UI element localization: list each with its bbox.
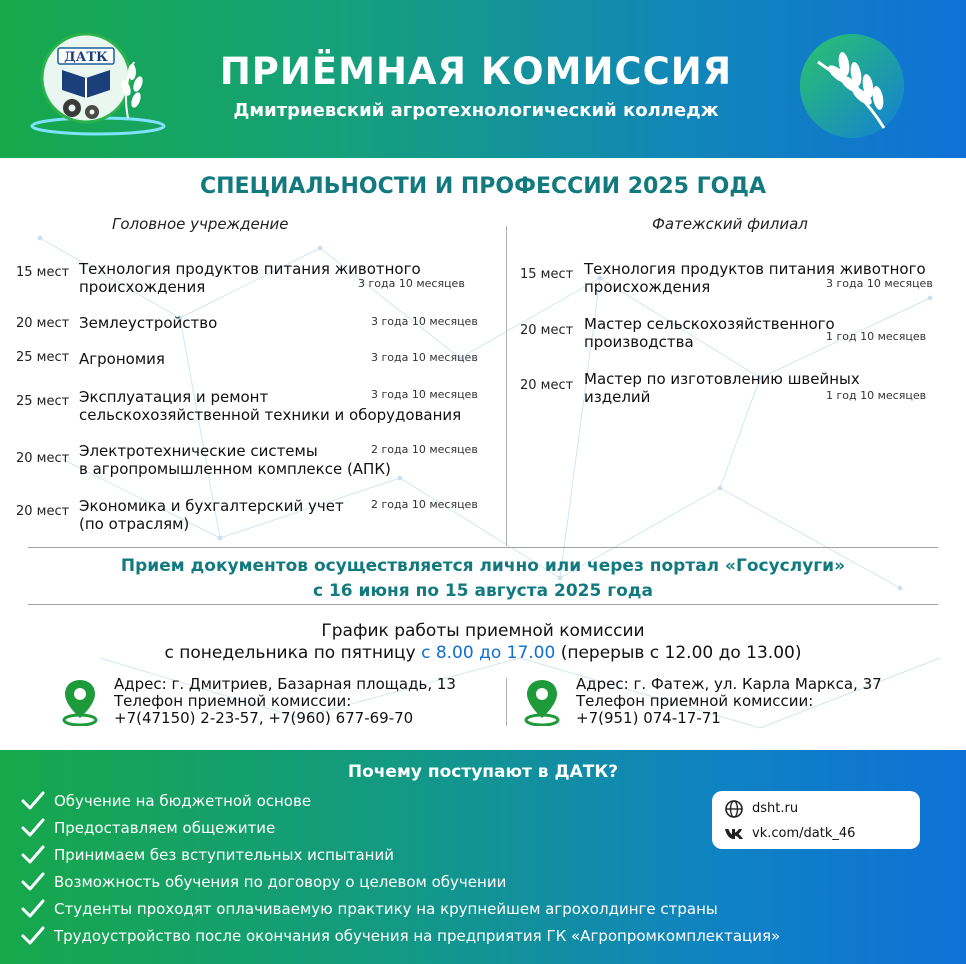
study-duration: 2 года 10 месяцев [371, 498, 478, 511]
places-count: 20 мест [520, 323, 574, 338]
column-divider [506, 226, 507, 546]
vk-link[interactable]: vk.com/datk_46 [724, 824, 914, 844]
study-duration: 1 год 10 месяцев [826, 330, 927, 343]
location-pin-icon [524, 678, 560, 726]
location-pin-icon [62, 678, 98, 726]
check-icon [20, 790, 46, 812]
vk-icon [724, 824, 744, 844]
page-title: ПРИЁМНАЯ КОМИССИЯ [219, 50, 733, 93]
documents-notice: Прием документов осуществляется лично или через портал «Госуслуги» с 16 июня по 15 августа 2025 года [120, 556, 846, 601]
check-icon [20, 871, 46, 893]
places-count: 20 мест [520, 378, 574, 393]
specialty-name: Мастер сельскохозяйственного производства [584, 315, 835, 351]
places-count: 15 мест [520, 267, 574, 282]
globe-icon [724, 799, 744, 819]
study-duration: 3 года 10 месяцев [358, 277, 465, 290]
left-column-heading: Головное учреждение [112, 215, 289, 233]
logo-text: ДАТК [64, 50, 108, 65]
contact-branch [576, 676, 882, 727]
address: Адрес: г. Фатеж, ул. Карла Маркса, 37 [576, 675, 882, 693]
specialty-name: Технология продуктов питания животного происхождения [584, 260, 926, 296]
specialty-name: Землеустройство [79, 314, 218, 332]
study-duration: 3 года 10 месяцев [371, 388, 478, 401]
specialty-name: Агрономия [79, 350, 165, 368]
places-count: 25 мест [16, 350, 70, 365]
address: Адрес: г. Дмитриев, Базарная площадь, 13 [114, 675, 456, 693]
contact-divider [506, 678, 507, 726]
right-column-heading: Фатежский филиал [652, 215, 808, 233]
study-duration: 2 года 10 месяцев [371, 443, 478, 456]
divider-line [28, 604, 938, 605]
check-icon [20, 898, 46, 920]
check-icon [20, 817, 46, 839]
places-count: 20 мест [16, 451, 70, 466]
page-subtitle: Дмитриевский агротехнологический колледж [233, 100, 719, 121]
why-title: Почему поступают в ДАТК? [347, 762, 619, 782]
section-title: СПЕЦИАЛЬНОСТИ И ПРОФЕССИИ 2025 ГОДА [200, 174, 766, 199]
links-card [712, 791, 920, 849]
phone-numbers[interactable]: +7(47150) 2-23-57, +7(960) 677-69-70 [114, 709, 414, 727]
specialty-name: Электротехнические системы в агропромышленном комплексе (АПК) [79, 442, 391, 478]
specialty-name: Экономика и бухгалтерский учет (по отраслям) [79, 497, 344, 533]
check-icon [20, 844, 46, 866]
schedule-hours: с понедельника по пятницу с 8.00 до 17.00 (перерыв с 12.00 до 13.00) [164, 643, 802, 663]
study-duration: 3 года 10 месяцев [826, 277, 933, 290]
study-duration: 3 года 10 месяцев [371, 351, 478, 364]
website-link[interactable]: dsht.ru [724, 799, 914, 819]
study-duration: 3 года 10 месяцев [371, 315, 478, 328]
schedule-block [0, 620, 966, 664]
schedule-title: График работы приемной комиссии [321, 621, 645, 641]
contact-main [114, 676, 456, 727]
places-count: 20 мест [16, 316, 70, 331]
specialty-name: Мастер по изготовлению швейных изделий [584, 370, 860, 406]
wheat-emblem-icon [798, 32, 906, 140]
phone-numbers[interactable]: +7(951) 074-17-71 [576, 709, 721, 727]
college-logo [28, 28, 168, 138]
phone-label: Телефон приемной комиссии: [576, 692, 814, 710]
phone-label: Телефон приемной комиссии: [114, 692, 352, 710]
specialty-name: Эксплуатация и ремонт сельскохозяйственной техники и оборудования [79, 388, 462, 424]
check-icon [20, 925, 46, 947]
divider-line [28, 547, 938, 548]
places-count: 20 мест [16, 504, 70, 519]
places-count: 25 мест [16, 394, 70, 409]
specialty-name: Технология продуктов питания животного происхождения [79, 260, 421, 296]
study-duration: 1 год 10 месяцев [826, 389, 927, 402]
places-count: 15 мест [16, 265, 70, 280]
